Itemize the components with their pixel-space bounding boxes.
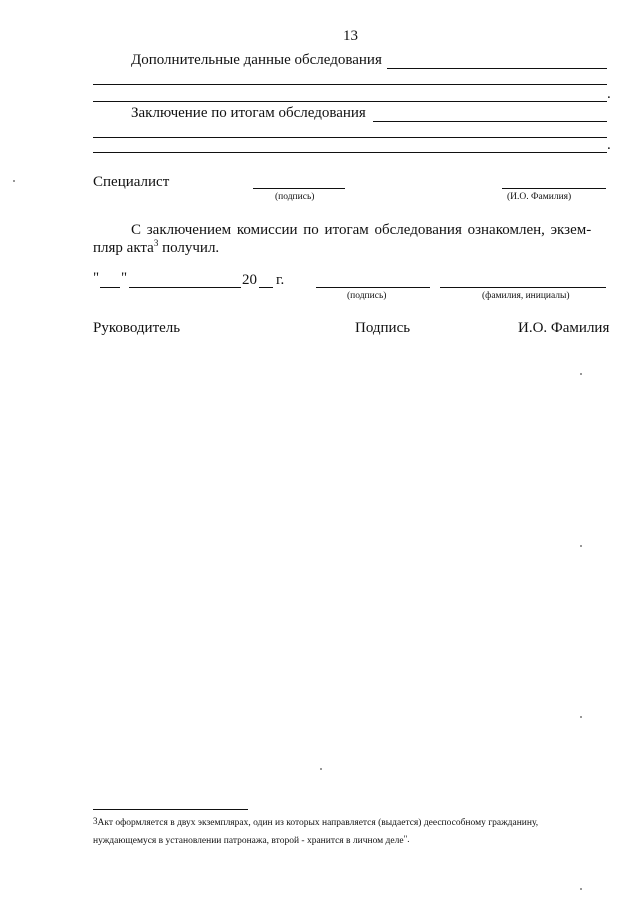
date-name-line <box>440 287 606 288</box>
footnote-closing: ". <box>403 834 410 844</box>
head-label: Руководитель <box>93 320 181 336</box>
conclusion-line-2 <box>93 137 607 138</box>
date-signature-caption: (подпись) <box>347 291 387 301</box>
head-signature-label: Подпись <box>355 320 411 336</box>
acknowledgement-suffix: получил. <box>158 240 220 256</box>
scan-speck <box>580 373 582 375</box>
date-day-line <box>100 287 120 288</box>
conclusion-end-mark: . <box>607 137 611 153</box>
conclusion-fill-line <box>373 121 607 122</box>
date-signature-line <box>316 287 430 288</box>
conclusion-label: Заключение по итогам обследования <box>131 105 366 121</box>
head-name-label: И.О. Фамилия <box>518 320 610 336</box>
footnote-separator <box>93 809 248 810</box>
scan-speck <box>580 545 582 547</box>
scan-speck <box>13 180 15 182</box>
specialist-signature-caption: (подпись) <box>275 192 315 202</box>
acknowledgement-line-1: С заключением комиссии по итогам обследования ознакомлен, экзем- <box>131 222 592 238</box>
additional-data-line-2 <box>93 84 607 85</box>
additional-data-end-mark: . <box>607 86 611 102</box>
footnote-line-1 <box>93 818 538 828</box>
page-number: 13 <box>343 28 358 44</box>
footnote-text-2: нуждающемуся в установлении патронажа, второй - хранится в личном деле <box>93 836 404 846</box>
scan-speck <box>580 716 582 718</box>
acknowledgement-footnote-ref: 3 <box>153 238 159 248</box>
additional-data-fill-line <box>387 68 607 69</box>
specialist-label: Специалист <box>93 174 170 190</box>
acknowledgement-prefix: пляр акта <box>93 240 154 256</box>
date-name-caption: (фамилия, инициалы) <box>482 291 570 301</box>
footnote-line-2 <box>93 836 410 846</box>
date-quote-open: " <box>93 270 100 286</box>
specialist-signature-line <box>253 188 345 189</box>
acknowledgement-line-2 <box>93 240 219 257</box>
date-month-line <box>129 287 241 288</box>
date-year-suffix: г. <box>276 272 285 288</box>
date-year-line <box>259 287 273 288</box>
scan-speck <box>580 888 582 890</box>
footnote-marker: 3 <box>93 816 98 826</box>
date-year-prefix: 20 <box>242 272 257 288</box>
additional-data-label: Дополнительные данные обследования <box>131 52 382 68</box>
specialist-name-line <box>502 188 606 189</box>
scan-speck <box>320 768 322 770</box>
date-quote-close: " <box>121 270 128 286</box>
conclusion-line-3 <box>93 152 607 153</box>
additional-data-line-3 <box>93 101 607 102</box>
footnote-text-1: Акт оформляется в двух экземплярах, один из которых направляется (выдается) дееспособному гражданину, <box>97 818 539 828</box>
specialist-name-caption: (И.О. Фамилия) <box>507 192 572 202</box>
